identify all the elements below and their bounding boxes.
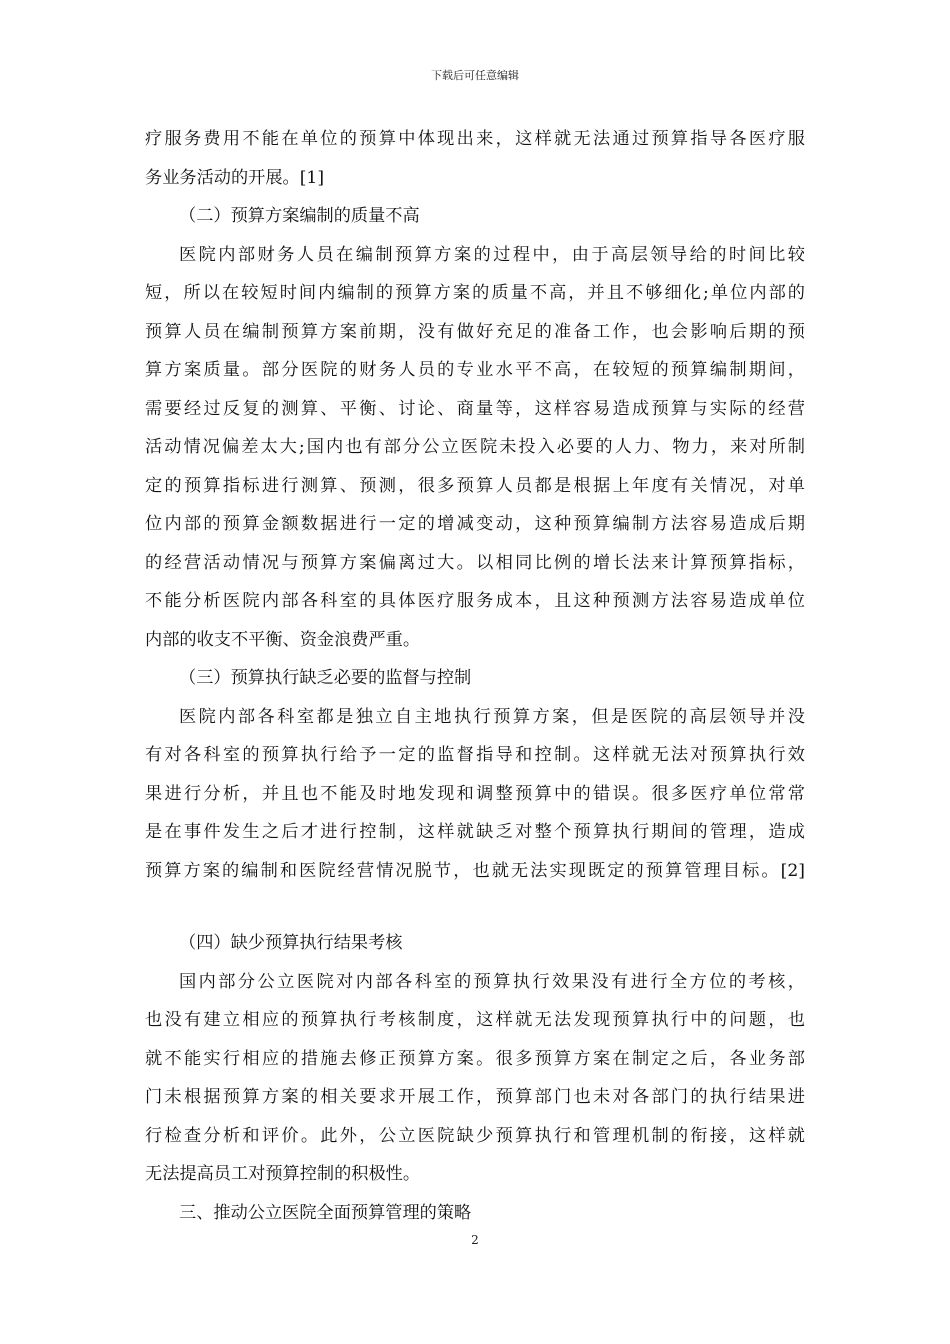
paragraph-line: 医院内部各科室都是独立自主地执行预算方案，但是医院的高层领导并没 — [179, 706, 805, 727]
paragraph-line: 算方案质量。部分医院的财务人员的专业水平不高，在较短的预算编制期间， — [145, 360, 805, 380]
paragraph-line: 需要经过反复的测算、平衡、讨论、商量等，这样容易造成预算与实际的经营 — [145, 398, 805, 419]
page-header: 下载后可任意编辑 — [431, 69, 519, 82]
paragraph-line: 行检查分析和评价。此外，公立医院缺少预算执行和管理机制的衔接，这样就 — [145, 1125, 805, 1146]
chapter-heading: 三、推动公立医院全面预算管理的策略 — [179, 1202, 472, 1223]
body-text — [145, 120, 805, 1232]
paragraph-gap — [145, 890, 805, 924]
paragraph-line: 有对各科室的预算执行给予一定的监督指导和控制。这样就无法对预算执行效 — [145, 745, 805, 765]
paragraph-line: 预算人员在编制预算方案前期，没有做好充足的准备工作，也会影响后期的预 — [145, 321, 805, 342]
paragraph-line: 的经营活动情况与预算方案偏离过大。以相同比例的增长法来计算预算指标， — [145, 552, 805, 573]
paragraph-line: 医院内部财务人员在编制预算方案的过程中，由于高层领导给的时间比较 — [179, 244, 805, 265]
paragraph-line: 也没有建立相应的预算执行考核制度，这样就无法发现预算执行中的问题，也 — [145, 1010, 805, 1030]
section-heading: （三）预算执行缺乏必要的监督与控制 — [179, 668, 472, 688]
section-heading: （四）缺少预算执行结果考核 — [179, 933, 403, 953]
paragraph-line: 位内部的预算金额数据进行一定的增减变动，这种预算编制方法容易造成后期 — [145, 514, 805, 534]
paragraph-line: 短，所以在较短时间内编制的预算方案的质量不高，并且不够细化;单位内部的 — [145, 283, 805, 303]
paragraph-line: 门未根据预算方案的相关要求开展工作，预算部门也未对各部门的执行结果进 — [145, 1087, 805, 1107]
paragraph-line: 内部的收支不平衡、资金浪费严重。 — [145, 629, 421, 650]
paragraph-line: 定的预算指标进行测算、预测，很多预算人员都是根据上年度有关情况，对单 — [145, 475, 805, 496]
paragraph-line: 国内部分公立医院对内部各科室的预算执行效果没有进行全方位的考核， — [179, 971, 805, 992]
paragraph-line: 预算方案的编制和医院经营情况脱节，也就无法实现既定的预算管理目标。[2] — [145, 860, 805, 881]
page-number: 2 — [471, 1233, 479, 1247]
paragraph-line: 活动情况偏差太大;国内也有部分公立医院未投入必要的人力、物力，来对所制 — [145, 437, 805, 457]
paragraph-line: 不能分析医院内部各科室的具体医疗服务成本，且这种预测方法容易造成单位 — [145, 591, 805, 611]
section-heading: （二）预算方案编制的质量不高 — [179, 206, 420, 226]
paragraph-line: 无法提高员工对预算控制的积极性。 — [145, 1164, 421, 1184]
paragraph-line: 务业务活动的开展。[1] — [145, 167, 325, 188]
paragraph-line: 疗服务费用不能在单位的预算中体现出来，这样就无法通过预算指导各医疗服 — [145, 129, 805, 149]
paragraph-line: 就不能实行相应的措施去修正预算方案。很多预算方案在制定之后，各业务部 — [145, 1048, 805, 1069]
paragraph-line: 是在事件发生之后才进行控制，这样就缺乏对整个预算执行期间的管理，造成 — [145, 822, 805, 842]
paragraph-line: 果进行分析，并且也不能及时地发现和调整预算中的错误。很多医疗单位常常 — [145, 783, 805, 804]
